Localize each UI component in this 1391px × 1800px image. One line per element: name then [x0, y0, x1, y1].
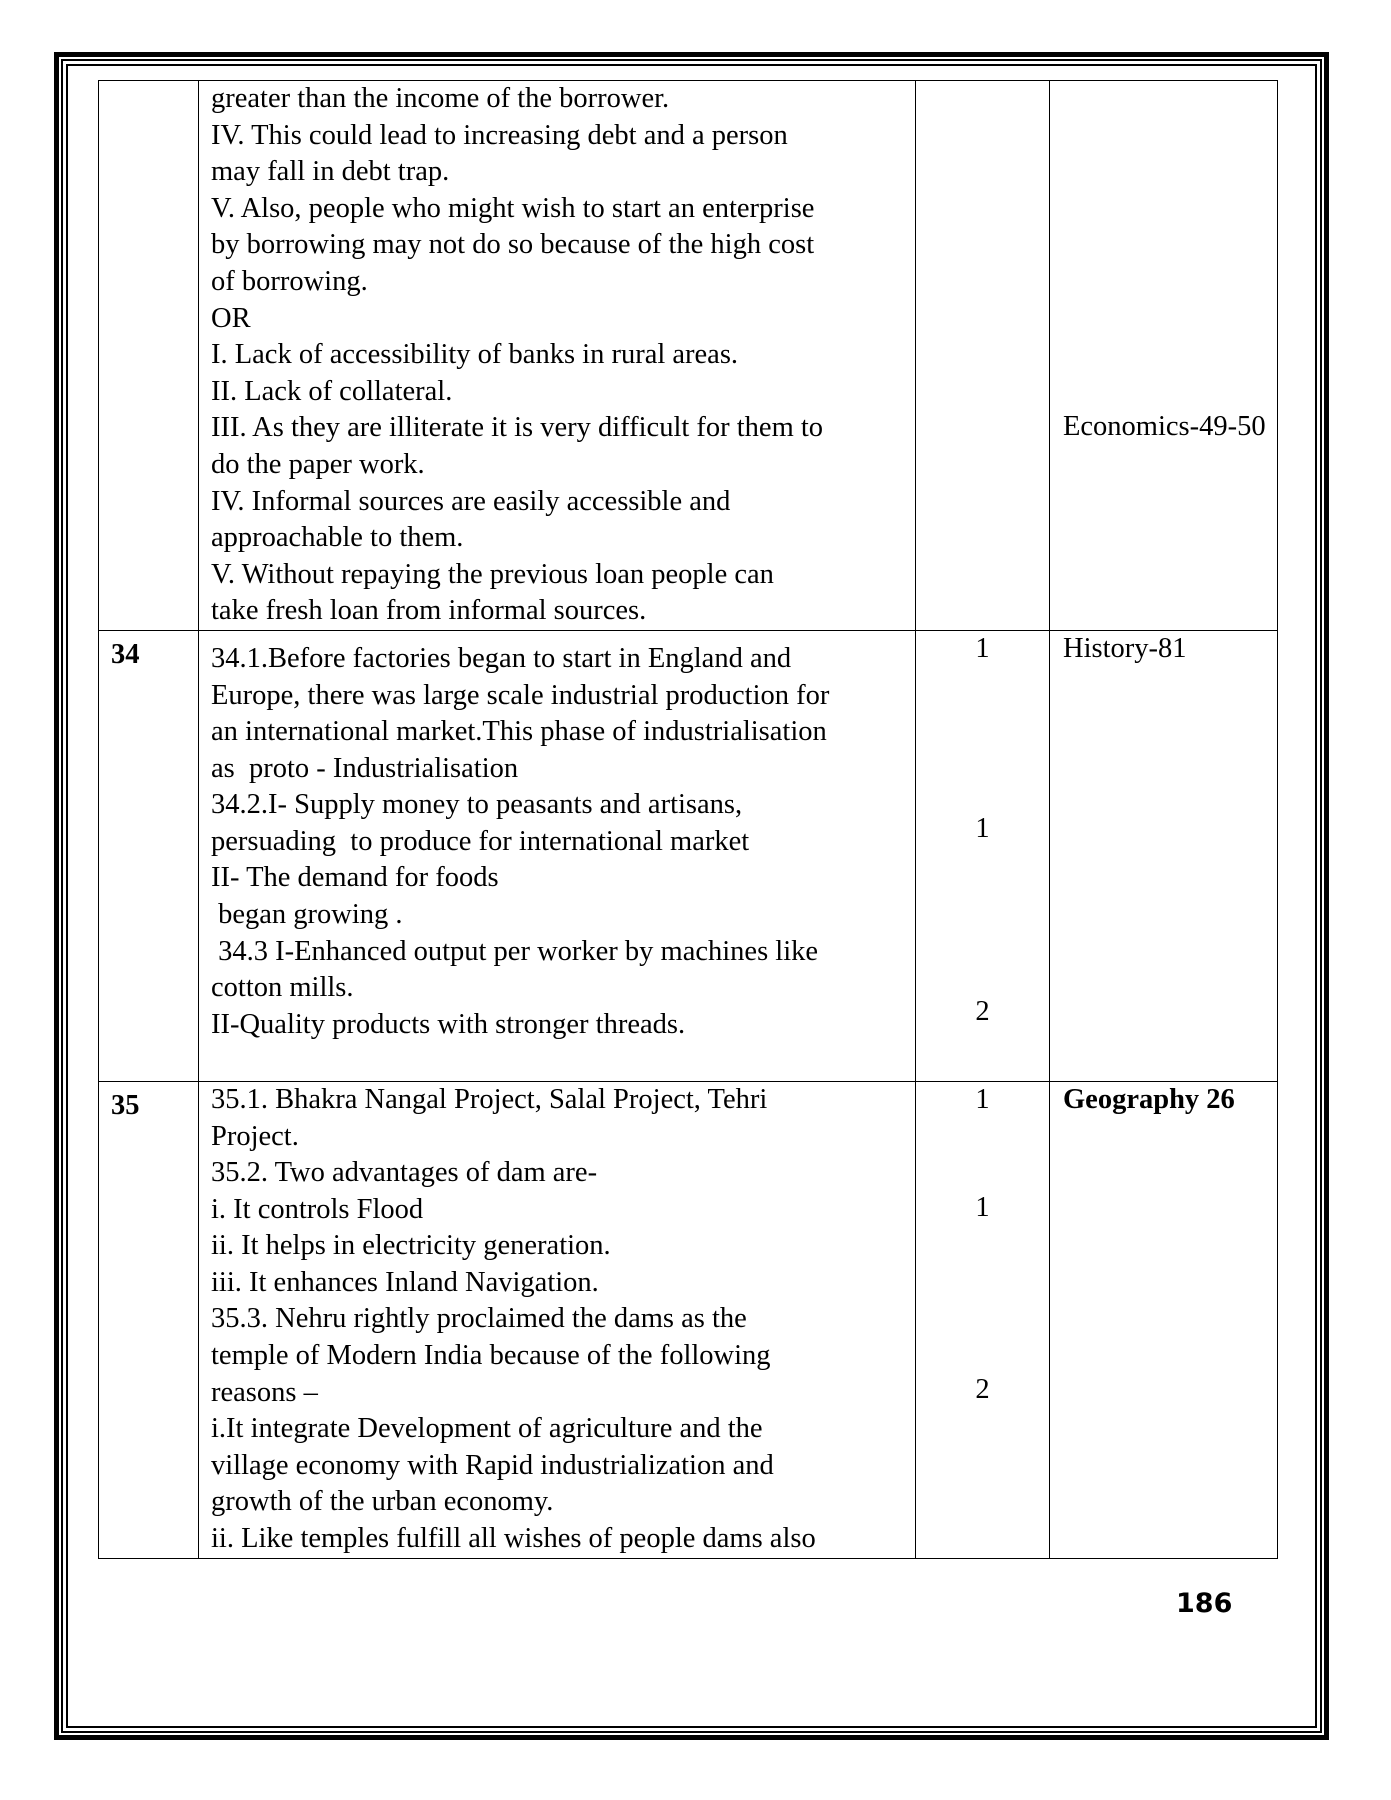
- answer-line: OR: [211, 302, 251, 334]
- answer-line: i.It integrate Development of agriculture and the: [211, 1413, 763, 1445]
- answer-line: Project.: [211, 1120, 299, 1152]
- reference-cell: [1050, 1081, 1278, 1558]
- answer-line: 34.3 I-Enhanced output per worker by machines like: [211, 935, 819, 967]
- answer-line: temple of Modern India because of the following: [211, 1340, 771, 1372]
- answer-line: approachable to them.: [211, 522, 464, 554]
- reference-cell: [1050, 630, 1278, 1081]
- answer-line: II- The demand for foods: [211, 862, 499, 894]
- table-row-continuation: [99, 81, 1278, 631]
- answer-cell: [199, 81, 916, 631]
- answer-line: II. Lack of collateral.: [211, 375, 453, 407]
- marks-cell: [916, 630, 1050, 1081]
- answer-line: V. Also, people who might wish to start an enterprise: [211, 192, 815, 224]
- answer-line: II-Quality products with stronger threads.: [211, 1008, 686, 1040]
- answer-line: I. Lack of accessibility of banks in rural areas.: [211, 339, 739, 371]
- question-number: 35: [111, 1089, 140, 1121]
- answer-line: greater than the income of the borrower.: [211, 83, 670, 114]
- answer-line: began growing .: [211, 899, 403, 931]
- answer-line: IV. This could lead to increasing debt and a person: [211, 119, 788, 151]
- mark-value: 2: [975, 995, 990, 1027]
- answer-line: do the paper work.: [211, 448, 425, 480]
- marks-cell: [916, 81, 1050, 631]
- answer-line: i. It controls Flood: [211, 1193, 424, 1225]
- answer-line: take fresh loan from informal sources.: [211, 595, 647, 627]
- marks-cell: [916, 1081, 1050, 1558]
- answer-line: as proto - Industrialisation: [211, 752, 519, 784]
- answer-line: V. Without repaying the previous loan people can: [211, 558, 774, 590]
- answer-line: III. As they are illiterate it is very difficult for them to: [211, 412, 824, 444]
- answer-line: 34.1.Before factories began to start in England and: [211, 642, 792, 674]
- answer-cell: [199, 630, 916, 1081]
- answer-line: ii. It helps in electricity generation.: [211, 1230, 611, 1262]
- mark-value: 1: [975, 1191, 990, 1223]
- answer-line: village economy with Rapid industrialization and: [211, 1449, 774, 1481]
- table-row-35: [99, 1081, 1278, 1558]
- answer-line: cotton mills.: [211, 972, 354, 1004]
- answer-line: growth of the urban economy.: [211, 1486, 554, 1518]
- answer-line: may fall in debt trap.: [211, 156, 450, 188]
- answer-line: 34.2.I- Supply money to peasants and artisans,: [211, 789, 743, 821]
- chapter-reference: History-81: [1063, 632, 1187, 664]
- answer-key-table: [98, 80, 1278, 1559]
- answer-line: reasons –: [211, 1376, 318, 1408]
- answer-line: IV. Informal sources are easily accessible and: [211, 485, 731, 517]
- answer-line: 35.3. Nehru rightly proclaimed the dams as the: [211, 1303, 747, 1335]
- answer-line: Europe, there was large scale industrial production for: [211, 679, 830, 711]
- mark-value: 1: [975, 812, 990, 844]
- answer-line: 35.2. Two advantages of dam are-: [211, 1157, 598, 1189]
- answer-line: by borrowing may not do so because of the high cost: [211, 229, 815, 261]
- reference-cell: [1050, 81, 1278, 631]
- answer-line: 35.1. Bhakra Nangal Project, Salal Project, Tehri: [211, 1083, 768, 1115]
- question-number-cell: [99, 81, 199, 631]
- page-number: 186: [1176, 1588, 1233, 1619]
- mark-value: 1: [975, 632, 990, 664]
- question-number: [99, 81, 198, 87]
- answer-cell: [199, 1081, 916, 1558]
- answer-line: ii. Like temples fulfill all wishes of people dams also: [211, 1523, 816, 1555]
- answer-line: iii. It enhances Inland Navigation.: [211, 1266, 599, 1298]
- table-row-34: [99, 630, 1278, 1081]
- answer-line: persuading to produce for international market: [211, 825, 750, 857]
- chapter-reference: Geography 26: [1063, 1083, 1235, 1115]
- chapter-reference: Economics-49-50: [1063, 411, 1266, 442]
- mark-value: 1: [975, 1083, 990, 1115]
- question-number-cell: [99, 630, 199, 1081]
- mark-value: 2: [975, 1373, 990, 1405]
- question-number: 34: [111, 638, 140, 670]
- question-number-cell: [99, 1081, 199, 1558]
- answer-line: of borrowing.: [211, 265, 368, 297]
- answer-line: an international market.This phase of industrialisation: [211, 716, 827, 748]
